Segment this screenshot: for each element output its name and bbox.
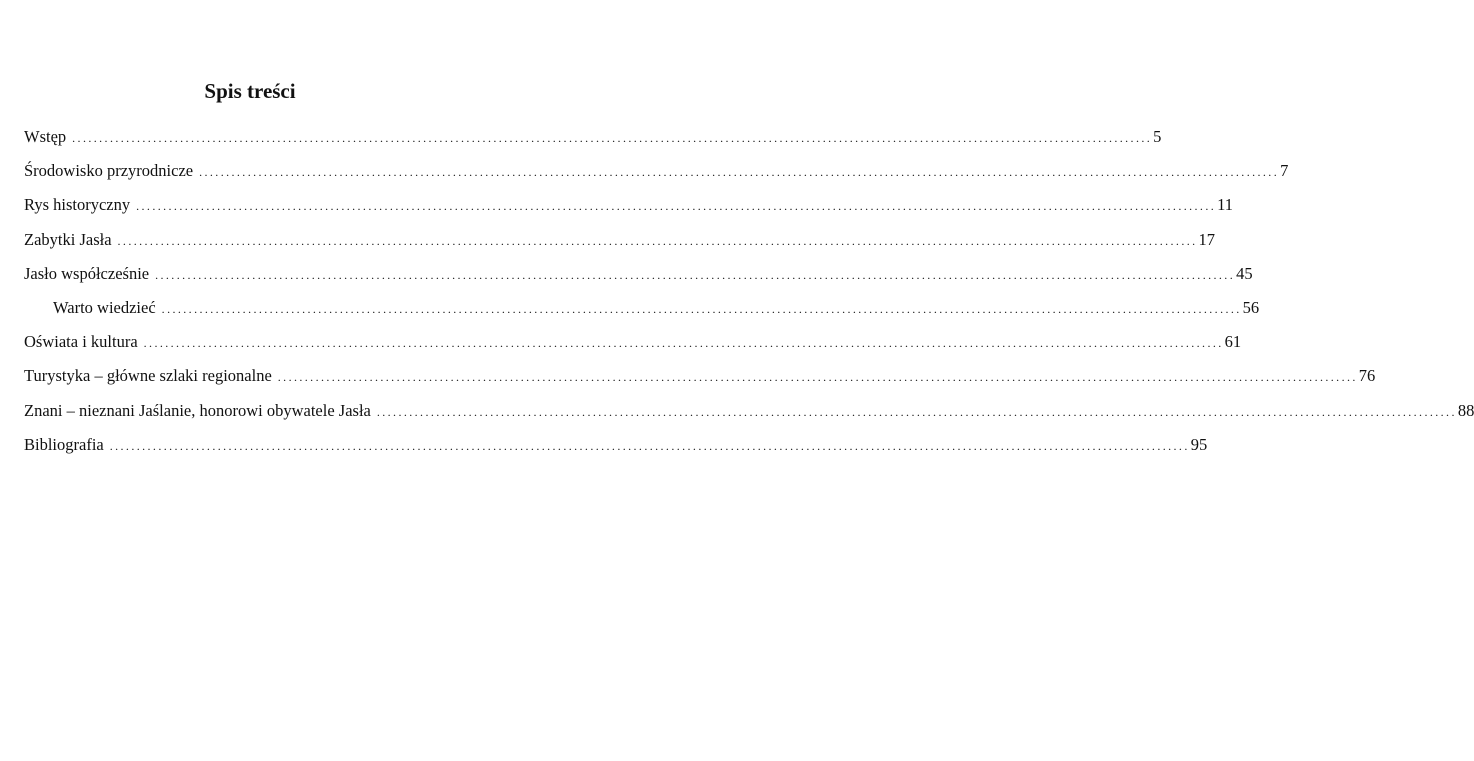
toc-entry-page: 7 — [1280, 161, 1289, 181]
table-of-contents — [24, 123, 1474, 465]
toc-dot-leader: ........................................................................................................................................................................................................ — [109, 438, 1190, 453]
toc-entry-title: Rys historyczny — [24, 195, 131, 215]
toc-entry-title: Środowisko przyrodnicze — [24, 161, 194, 181]
toc-entry-page: 17 — [1198, 229, 1216, 249]
toc-entry-page: 88 — [1457, 400, 1474, 420]
toc-entry-page: 95 — [1190, 434, 1208, 454]
toc-entry — [24, 157, 1289, 191]
toc-entry-page: 61 — [1224, 332, 1242, 352]
toc-entry — [24, 328, 1242, 362]
toc-entry-title: Oświata i kultura — [24, 332, 138, 352]
toc-entry — [24, 431, 1208, 465]
toc-entry — [24, 362, 1376, 396]
toc-entry-title: Turystyka – główne szlaki regionalne — [24, 366, 272, 386]
toc-entry — [24, 397, 1474, 431]
toc-entry — [24, 226, 1216, 260]
toc-entry — [24, 294, 1260, 328]
toc-dot-leader: ........................................................................................................................................................................................................ — [72, 131, 1153, 145]
toc-title: Spis treści — [204, 79, 296, 103]
toc-entry-title: Bibliografia — [24, 434, 104, 454]
toc-dot-leader: ........................................................................................................................................................................................................ — [117, 233, 1198, 248]
toc-entry-page: 5 — [1153, 127, 1162, 146]
toc-entry-title: Jasło współcześnie — [24, 263, 150, 283]
toc-dot-leader: ........................................................................................................................................................................................................ — [155, 267, 1236, 282]
toc-entry — [24, 123, 1162, 157]
toc-entry-title: Wstęp — [24, 127, 67, 146]
toc-entry-page: 45 — [1236, 263, 1253, 283]
toc-entry-page: 76 — [1358, 366, 1376, 386]
toc-dot-leader: ........................................................................................................................................................................................................ — [143, 336, 1224, 351]
toc-dot-leader: ........................................................................................................................................................................................................ — [161, 301, 1242, 316]
toc-entry-title: Warto wiedzieć — [53, 297, 156, 317]
toc-entry-page: 56 — [1242, 297, 1260, 317]
toc-entry-page: 11 — [1217, 195, 1234, 215]
toc-entry — [24, 191, 1234, 225]
toc-entry-title: Znani – nieznani Jaślanie, honorowi obywatele Jasła — [24, 400, 371, 420]
toc-dot-leader: ........................................................................................................................................................................................................ — [136, 199, 1217, 214]
toc-dot-leader: ........................................................................................................................................................................................................ — [376, 404, 1457, 419]
toc-dot-leader: ........................................................................................................................................................................................................ — [199, 165, 1280, 180]
toc-entry — [24, 260, 1253, 294]
toc-dot-leader: ........................................................................................................................................................................................................ — [277, 370, 1358, 385]
toc-entry-title: Zabytki Jasła — [24, 229, 112, 249]
